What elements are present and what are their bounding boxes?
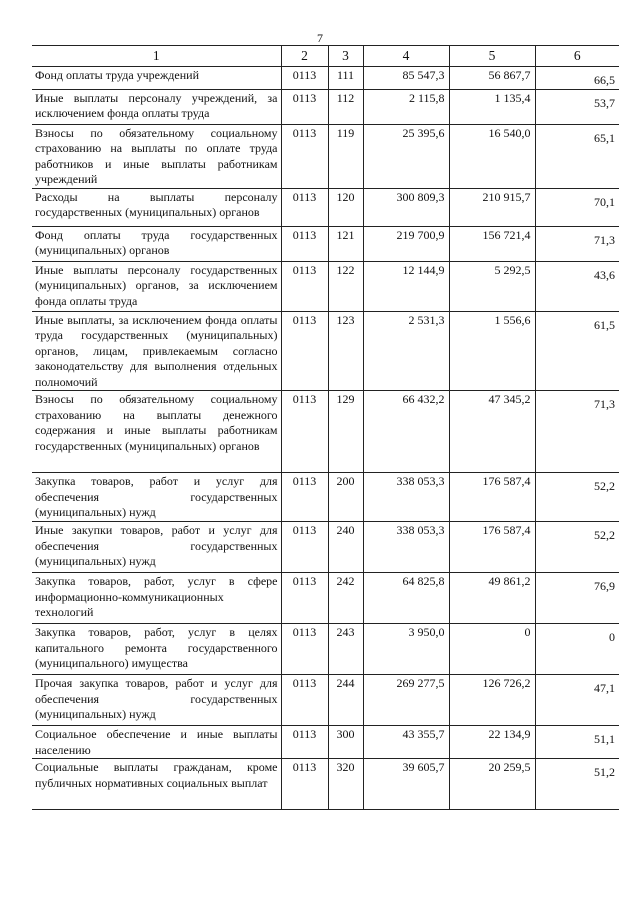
row-percent-cell: 76,9: [535, 573, 619, 624]
row-section-cell: 0113: [281, 473, 328, 522]
row-name-cell: Иные выплаты персоналу государственных (муниципальных) органов, за исключением фонда оплаты труда: [32, 261, 281, 311]
row-code-cell: 111: [328, 67, 363, 90]
row-name-cell: Расходы на выплаты персоналу государственных (муниципальных) органов: [32, 188, 281, 226]
table-row: [32, 675, 619, 726]
page-number: 7: [317, 31, 323, 45]
row-code-cell: 112: [328, 89, 363, 124]
row-actual-cell: 56 867,7: [449, 67, 535, 90]
row-percent-cell: 0: [535, 624, 619, 675]
header-row: [32, 46, 619, 67]
row-name-cell: Прочая закупка товаров, работ и услуг для обеспечения государственных (муниципальных) нужд: [32, 675, 281, 726]
row-name-cell: Фонд оплаты труда учреждений: [32, 67, 281, 90]
row-percent-cell: 53,7: [535, 89, 619, 124]
row-name-cell: Иные выплаты персоналу учреждений, за исключением фонда оплаты труда: [32, 89, 281, 124]
row-code-cell: 122: [328, 261, 363, 311]
budget-table: [32, 45, 619, 810]
row-plan-cell: 25 395,6: [363, 124, 449, 188]
row-plan-cell: 338 053,3: [363, 473, 449, 522]
row-section-cell: 0113: [281, 188, 328, 226]
column-header: 6: [535, 46, 619, 67]
row-plan-cell: 66 432,2: [363, 391, 449, 473]
row-percent-cell: 52,2: [535, 473, 619, 522]
row-section-cell: 0113: [281, 759, 328, 810]
row-code-cell: 121: [328, 226, 363, 261]
row-percent-cell: 47,1: [535, 675, 619, 726]
row-actual-cell: 22 134,9: [449, 726, 535, 759]
row-section-cell: 0113: [281, 226, 328, 261]
row-actual-cell: 210 915,7: [449, 188, 535, 226]
table-row: [32, 124, 619, 188]
row-actual-cell: 0: [449, 624, 535, 675]
row-plan-cell: 64 825,8: [363, 573, 449, 624]
row-actual-cell: 1 135,4: [449, 89, 535, 124]
row-name-cell: Социальные выплаты гражданам, кроме публичных нормативных социальных выплат: [32, 759, 281, 810]
row-actual-cell: 1 556,6: [449, 311, 535, 391]
row-percent-cell: 66,5: [535, 67, 619, 90]
column-header: 3: [328, 46, 363, 67]
row-plan-cell: 43 355,7: [363, 726, 449, 759]
table-row: [32, 261, 619, 311]
row-code-cell: 242: [328, 573, 363, 624]
row-section-cell: 0113: [281, 261, 328, 311]
table-row: [32, 391, 619, 473]
row-actual-cell: 126 726,2: [449, 675, 535, 726]
row-percent-cell: 51,1: [535, 726, 619, 759]
row-percent-cell: 70,1: [535, 188, 619, 226]
row-section-cell: 0113: [281, 391, 328, 473]
table-row: [32, 311, 619, 391]
row-percent-cell: 43,6: [535, 261, 619, 311]
row-plan-cell: 2 115,8: [363, 89, 449, 124]
row-percent-cell: 52,2: [535, 522, 619, 573]
row-plan-cell: 3 950,0: [363, 624, 449, 675]
row-plan-cell: 338 053,3: [363, 522, 449, 573]
row-name-cell: Социальное обеспечение и иные выплаты населению: [32, 726, 281, 759]
row-percent-cell: 65,1: [535, 124, 619, 188]
row-actual-cell: 176 587,4: [449, 473, 535, 522]
row-section-cell: 0113: [281, 67, 328, 90]
row-section-cell: 0113: [281, 675, 328, 726]
row-actual-cell: 176 587,4: [449, 522, 535, 573]
row-name-cell: Закупка товаров, работ, услуг в целях капитального ремонта государственного (муниципального) имущества: [32, 624, 281, 675]
row-name-cell: Закупка товаров, работ, услуг в сфере информационно-коммуникационных технологий: [32, 573, 281, 624]
table-row: [32, 188, 619, 226]
row-code-cell: 240: [328, 522, 363, 573]
row-percent-cell: 71,3: [535, 391, 619, 473]
row-section-cell: 0113: [281, 573, 328, 624]
row-code-cell: 243: [328, 624, 363, 675]
table-row: [32, 522, 619, 573]
row-code-cell: 129: [328, 391, 363, 473]
row-section-cell: 0113: [281, 311, 328, 391]
row-actual-cell: 156 721,4: [449, 226, 535, 261]
row-code-cell: 123: [328, 311, 363, 391]
row-section-cell: 0113: [281, 89, 328, 124]
row-name-cell: Фонд оплаты труда государственных (муниципальных) органов: [32, 226, 281, 261]
row-percent-cell: 71,3: [535, 226, 619, 261]
row-code-cell: 244: [328, 675, 363, 726]
row-name-cell: Иные выплаты, за исключением фонда оплаты труда государственных (муниципальных) органов, лицам, привлекаемым согласно законодательству для выполнения отдельных полномочий: [32, 311, 281, 391]
row-actual-cell: 5 292,5: [449, 261, 535, 311]
row-name-cell: Взносы по обязательному социальному страхованию на выплаты денежного содержания и иные выплаты работникам государственных (муниципальных) органов: [32, 391, 281, 473]
row-section-cell: 0113: [281, 726, 328, 759]
row-name-cell: Взносы по обязательному социальному страхованию на выплаты по оплате труда работников и иные выплаты работникам учреждений: [32, 124, 281, 188]
row-plan-cell: 85 547,3: [363, 67, 449, 90]
row-plan-cell: 219 700,9: [363, 226, 449, 261]
column-header: 1: [32, 46, 281, 67]
row-name-cell: Закупка товаров, работ и услуг для обеспечения государственных (муниципальных) нужд: [32, 473, 281, 522]
column-header: 2: [281, 46, 328, 67]
table-row: [32, 726, 619, 759]
table-row: [32, 473, 619, 522]
table-row: [32, 573, 619, 624]
row-plan-cell: 300 809,3: [363, 188, 449, 226]
row-plan-cell: 39 605,7: [363, 759, 449, 810]
table-row: [32, 67, 619, 90]
row-plan-cell: 2 531,3: [363, 311, 449, 391]
row-section-cell: 0113: [281, 124, 328, 188]
table-row: [32, 226, 619, 261]
row-percent-cell: 51,2: [535, 759, 619, 810]
row-section-cell: 0113: [281, 522, 328, 573]
row-code-cell: 300: [328, 726, 363, 759]
row-percent-cell: 61,5: [535, 311, 619, 391]
row-actual-cell: 49 861,2: [449, 573, 535, 624]
row-section-cell: 0113: [281, 624, 328, 675]
row-code-cell: 320: [328, 759, 363, 810]
row-actual-cell: 20 259,5: [449, 759, 535, 810]
column-header: 5: [449, 46, 535, 67]
row-name-cell: Иные закупки товаров, работ и услуг для обеспечения государственных (муниципальных) нужд: [32, 522, 281, 573]
row-plan-cell: 269 277,5: [363, 675, 449, 726]
row-actual-cell: 16 540,0: [449, 124, 535, 188]
row-code-cell: 120: [328, 188, 363, 226]
row-plan-cell: 12 144,9: [363, 261, 449, 311]
row-code-cell: 119: [328, 124, 363, 188]
row-code-cell: 200: [328, 473, 363, 522]
table-row: [32, 624, 619, 675]
table-row: [32, 759, 619, 810]
table-body: [32, 67, 619, 810]
column-header: 4: [363, 46, 449, 67]
table-row: [32, 89, 619, 124]
row-actual-cell: 47 345,2: [449, 391, 535, 473]
